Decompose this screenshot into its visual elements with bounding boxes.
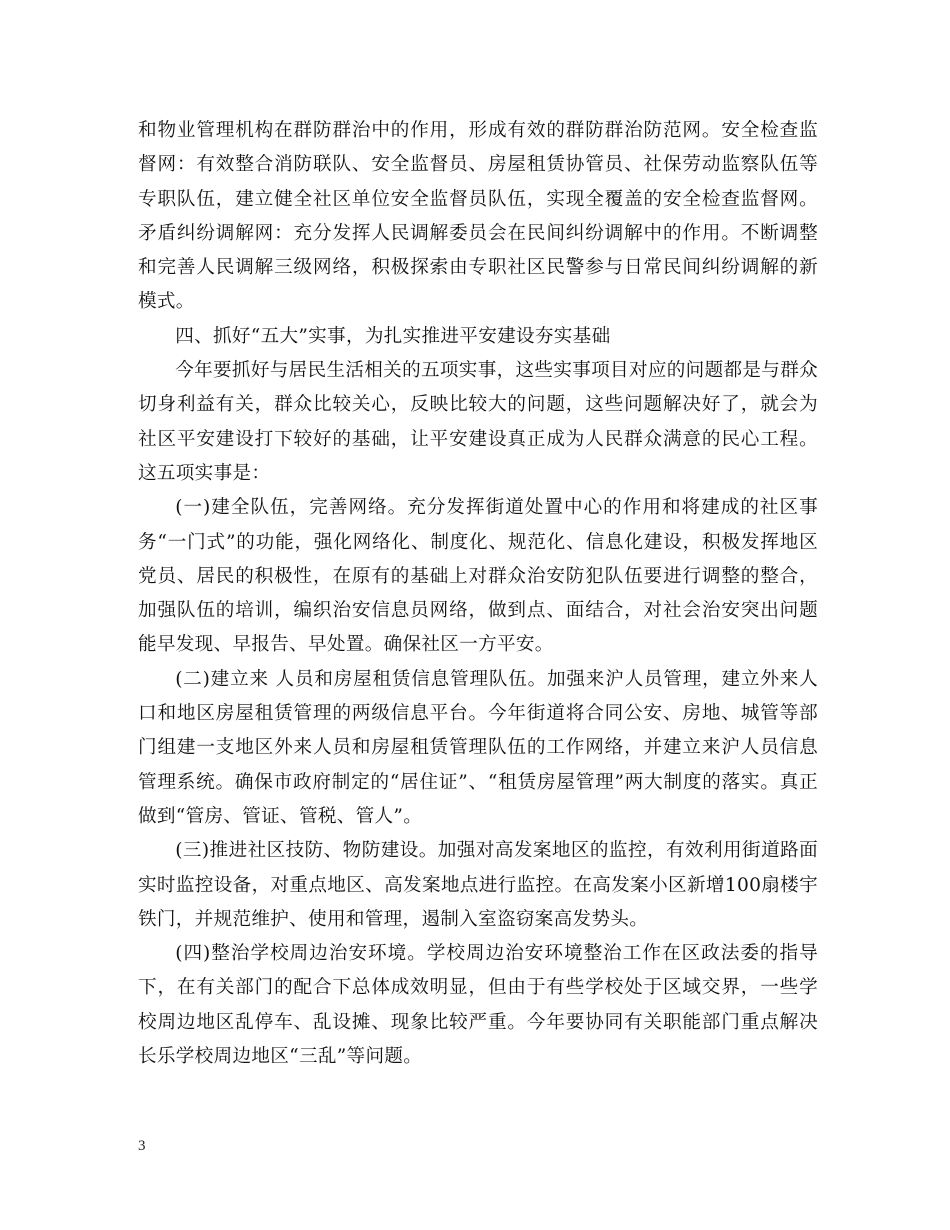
paragraph-item-4: (四)整治学校周边治安环境。学校周边治安环境整治工作在区政法委的指导下，在有关部门的配合下总体成效明显，但由于有些学校处于区域交界，一些学校周边地区乱停车、乱设摊、现象比较严重。今年要协同有关职能部门重点解决长乐学校周边地区“三乱”等问题。 xyxy=(138,943,818,1068)
paragraph-item-2: (二)建立来 人员和房屋租赁信息管理队伍。加强来沪人员管理，建立外来人口和地区房屋租赁管理的两级信息平台。今年街道将合同公安、房地、城管等部门组建一支地区外来人员和房屋租赁管理队伍的工作网络，并建立来沪人员信息管理系统。确保市政府制定的“居住证”、“租赁房屋管理”两大制度的落实。真正做到“管房、管证、管税、管人”。 xyxy=(138,668,818,827)
page-number: 3 xyxy=(138,1138,146,1154)
body-text xyxy=(138,114,818,1074)
paragraph-intro: 今年要抓好与居民生活相关的五项实事，这些实事项目对应的问题都是与群众切身利益有关，群众比较关心，反映比较大的问题，这些问题解决好了，就会为社区平安建设打下较好的基础，让平安建设真正成为人民群众满意的民心工程。这五项实事是： xyxy=(138,360,818,484)
paragraph-item-3: (三)推进社区技防、物防建设。加强对高发案地区的监控，有效利用街道路面实时监控设备，对重点地区、高发案地点进行监控。在高发案小区新增100扇楼宇铁门，并规范维护、使用和管理，遏制入室盗窃案高发势头。 xyxy=(138,840,818,930)
paragraph-1: 和物业管理机构在群防群治中的作用，形成有效的群防群治防范网。安全检查监督网：有效整合消防联队、安全监督员、房屋租赁协管员、社保劳动监察队伍等专职队伍，建立健全社区单位安全监督员队伍，实现全覆盖的安全检查监督网。矛盾纠纷调解网：充分发挥人民调解委员会在民间纠纷调解中的作用。不断调整和完善人民调解三级网络，积极探索由专职社区民警参与日常民间纠纷调解的新模式。 xyxy=(138,120,818,313)
section-heading-four: 四、抓好“五大”实事，为扎实推进平安建设夯实基础 xyxy=(175,325,611,347)
paragraph-item-1: (一)建全队伍，完善网络。充分发挥街道处置中心的作用和将建成的社区事务“一门式”的功能，强化网络化、制度化、规范化、信息化建设，积极发挥地区党员、居民的积极性，在原有的基础上对群众治安防犯队伍要进行调整的整合，加强队伍的培训，编织治安信息员网络，做到点、面结合，对社会治安突出问题能早发现、早报告、早处置。确保社区一方平安。 xyxy=(138,497,818,656)
